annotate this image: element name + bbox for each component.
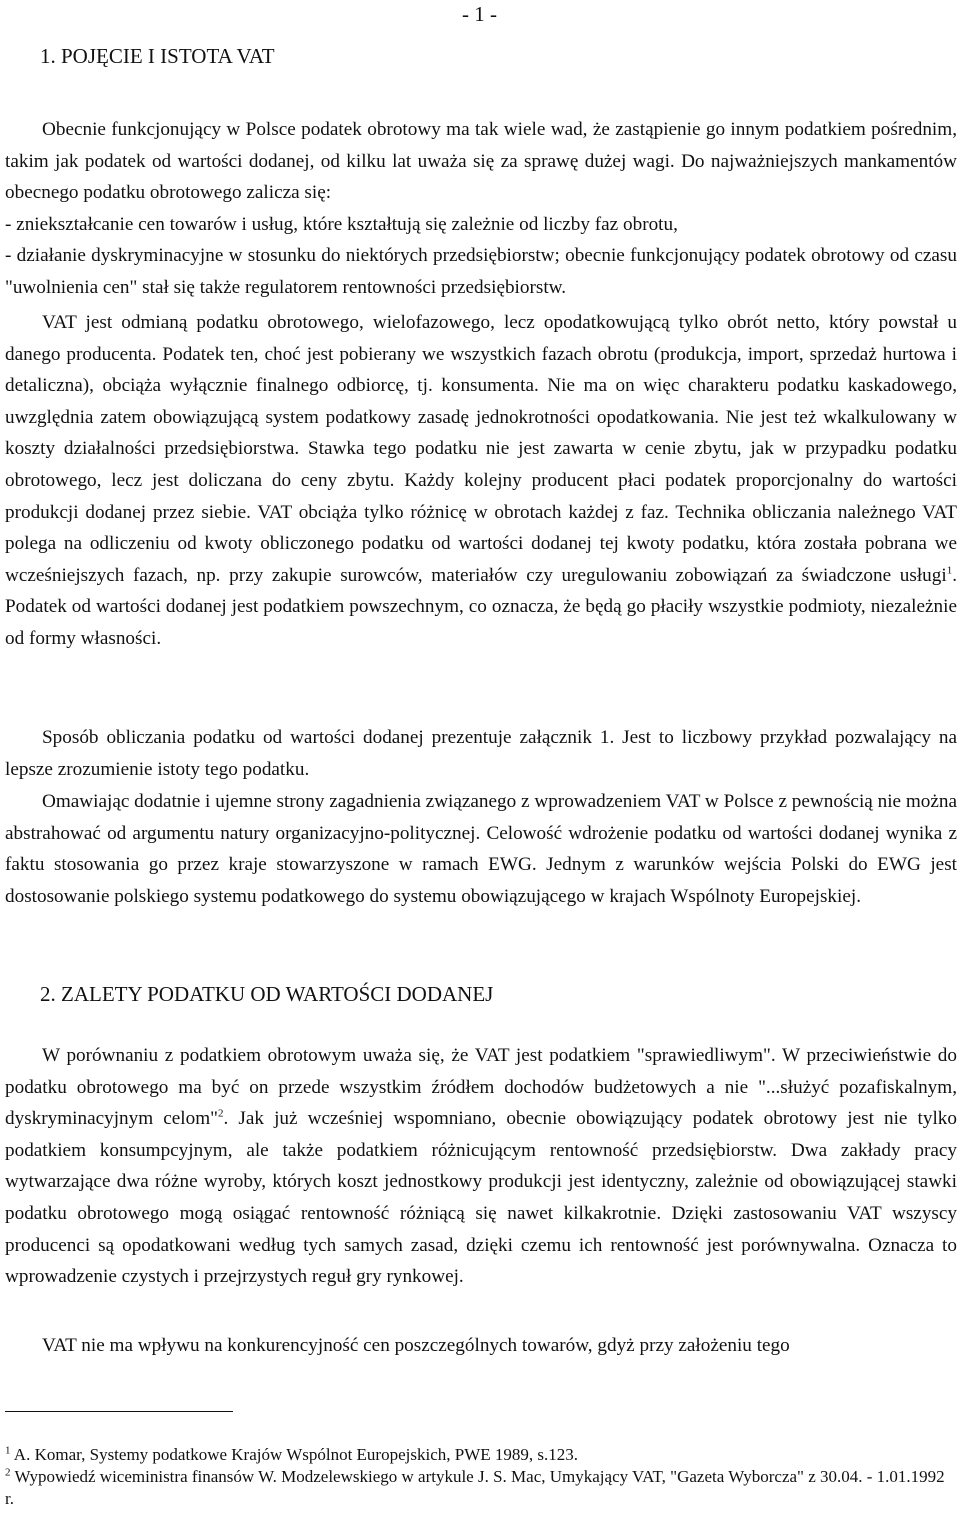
paragraph-eec-text: Omawiając dodatnie i ujemne strony zagadnienia związanego z wprowadzeniem VAT w Polsce z pewnością nie można abstrahować od argumentu natury organizacyjno-politycznej. Celowość wdrożenie podatku od wartości dodanej wynika z faktu stosowania go przez kraje stowarzyszone w ramach EWG. Jednym z warunków wejścia Polski do EWG jest dostosowanie polskiego systemu podatkowego do systemu obowiązującego w krajach Wspólnoty Europejskiej.: [5, 791, 957, 907]
page-number: - 1 -: [462, 2, 497, 26]
footnote-ref-2: 2: [217, 1107, 224, 1120]
paragraph-vat-definition-text-cont: . Podatek od wartości dodanej jest podatkiem powszechnym, co oznacza, że będą go płaciły wszystkie podmioty, niezależnie od formy własności.: [5, 564, 957, 649]
footnote-1-number: 1: [5, 1444, 11, 1457]
paragraph-competitiveness: [5, 1330, 957, 1362]
paragraph-calculation: [5, 722, 957, 785]
footnote-1: [5, 1444, 957, 1466]
paragraph-intro: [5, 114, 957, 304]
paragraph-calculation-text: Sposób obliczania podatku od wartości dodanej prezentuje załącznik 1. Jest to liczbowy przykład pozwalający na lepsze zrozumienie istoty tego podatku.: [5, 727, 957, 780]
paragraph-competitiveness-text: VAT nie ma wpływu na konkurencyjność cen poszczególnych towarów, gdyż przy założeniu tego: [42, 1335, 790, 1356]
footnote-ref-1: 1: [946, 564, 953, 577]
footnote-1-text: A. Komar, Systemy podatkowe Krajów Wspólnot Europejskich, PWE 1989, s.123.: [10, 1445, 578, 1464]
footnote-2-number: 2: [5, 1466, 11, 1479]
paragraph-advantages-text: W porównaniu z podatkiem obrotowym uważa się, że VAT jest podatkiem "sprawiedliwym". W przeciwieństwie do podatku obrotowego ma być on przede wszystkim źródłem dochodów budżetowych a nie "...służyć pozafiskalnym, dyskryminacyjnym celom": [5, 1045, 957, 1130]
list-item-discrimination: - działanie dyskryminacyjne w stosunku do niektórych przedsiębiorstw; obecnie funkcjonujący podatek obrotowy od czasu "uwolnienia cen" stał się także regulatorem rentowności przedsiębiorstw.: [5, 245, 957, 298]
paragraph-intro-text: Obecnie funkcjonujący w Polsce podatek obrotowy ma tak wiele wad, że zastąpienie go innym podatkiem pośrednim, takim jak podatek od wartości dodanej, od kilku lat uważa się za sprawę dużej wagi. Do najważniejszych mankamentów obecnego podatku obrotowego zalicza się:: [5, 119, 957, 204]
paragraph-vat-definition-text: VAT jest odmianą podatku obrotowego, wielofazowego, lecz opodatkowującą tylko obrót netto, który powstał u danego producenta. Podatek ten, choć jest pobierany we wszystkich fazach obrotu (produkcja, import, sprzedaż hurtowa i detaliczna), obciąża wyłącznie finalnego odbiorcę, tj. konsumenta. Nie ma on więc charakteru podatku kaskadowego, uwzględnia zatem obowiązującą system podatkowy zasadę jednokrotności opodatkowania. Nie jest też wkalkulowany w koszty działalności przedsiębiorstwa. Stawka tego podatku nie jest zawarta w cenie zbytu, jak w przypadku podatku obrotowego, lecz jest doliczana do ceny zbytu. Każdy kolejny producent płaci podatek proporcjonalny do wartości produkcji dodanej przez siebie. VAT obciąża tylko różnicę w obrotach każdej z faz. Technika obliczania należnego VAT polega na odliczeniu od kwoty obliczonego podatku od wartości dodanej tej kwoty podatku, która została pobrana we wcześniejszych fazach, np. przy zakupie surowców, materiałów czy uregulowaniu zobowiązań za świadczone usługi: [5, 312, 957, 586]
list-item-distortion: - zniekształcanie cen towarów i usług, które kształtują się zależnie od liczby faz obrotu,: [5, 213, 678, 235]
paragraph-advantages-text-cont: . Jak już wcześniej wspomniano, obecnie obowiązujący podatek obrotowy jest nie tylko podatkiem konsumpcyjnym, ale także podatkiem różnicującym rentowność przedsiębiorstw. Dwa zakłady pracy wytwarzające dwa różne wyroby, których koszt jednostkowy produkcji jest identyczny, zależnie od obowiązującej stawki podatku obrotowego mogą osiągać rentowność różniącą się nawet kilkakrotnie. Dzięki zastosowaniu VAT wszyscy producenci są opodatkowani według tych samych zasad, dzięki czemu ich rentowność jest porównywalna. Oznacza to wprowadzenie czystych i przejrzystych reguł gry rynkowej.: [5, 1108, 957, 1288]
footnote-2-text: Wypowiedź wiceministra finansów W. Modzelewskiego w artykule J. S. Mac, Umykający VAT, "Gazeta Wyborcza" z 30.04. - 1.01.1992 r.: [5, 1467, 945, 1508]
paragraph-eec: [5, 786, 957, 912]
section-heading-2: 2. ZALETY PODATKU OD WARTOŚCI DODANEJ: [40, 982, 494, 1006]
footnote-2: [5, 1466, 957, 1510]
paragraph-vat-definition: [5, 307, 957, 655]
section-heading-1: 1. POJĘCIE I ISTOTA VAT: [40, 44, 275, 68]
paragraph-advantages: [5, 1040, 957, 1293]
footnote-separator: [5, 1411, 233, 1412]
